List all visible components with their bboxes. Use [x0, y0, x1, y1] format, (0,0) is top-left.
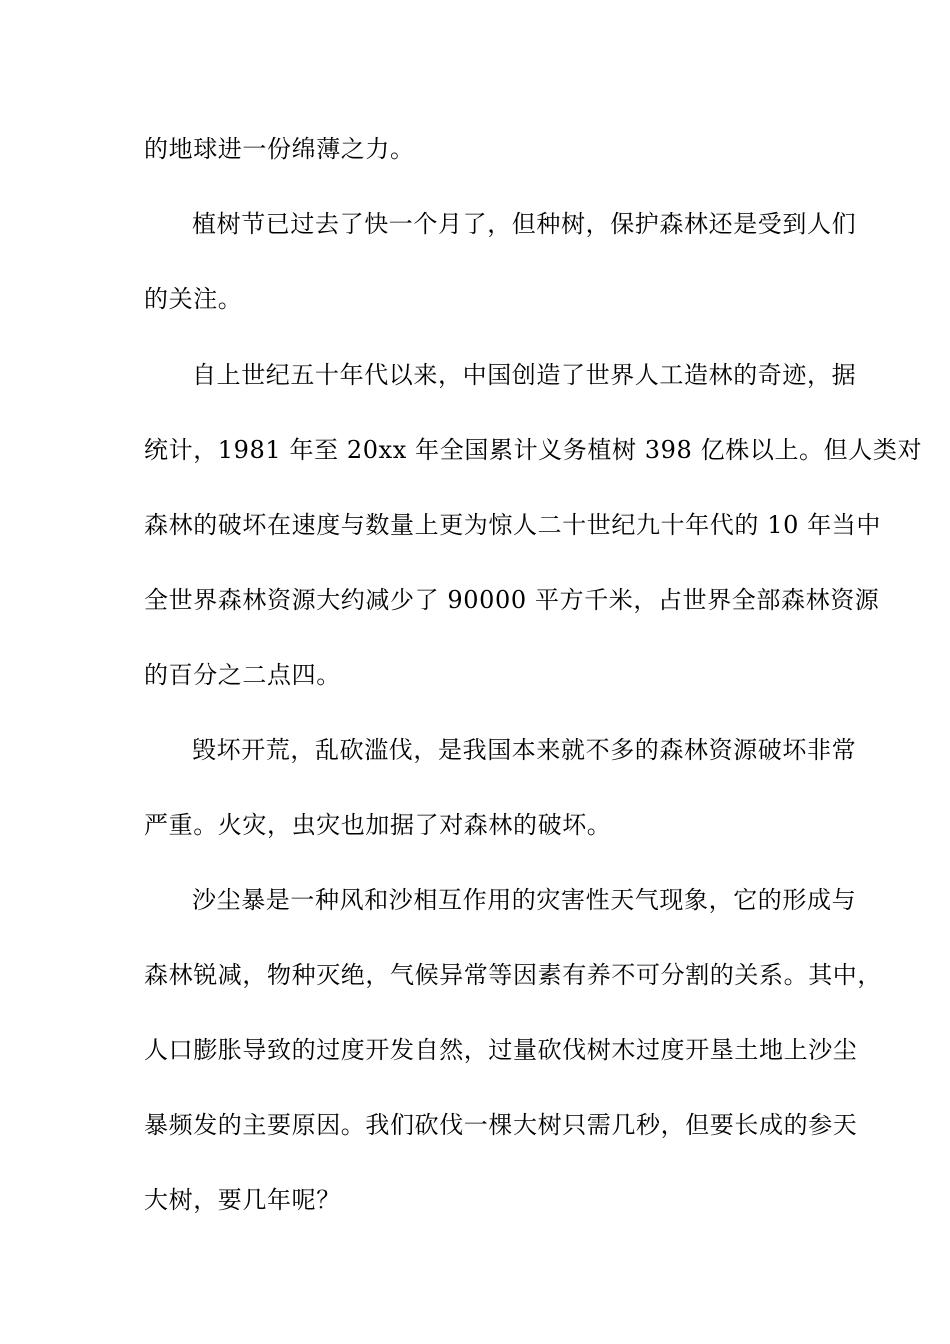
text-line: 统计，1981 年至 20xx 年全国累计义务植树 398 亿株以上。但人类对: [144, 436, 923, 464]
text-line: 大树，要几年呢？: [144, 1186, 341, 1214]
text-line: 植树节已过去了快一个月了，但种树，保护森林还是受到人们: [192, 210, 857, 238]
text-line: 暴频发的主要原因。我们砍伐一棵大树只需几秒，但要长成的参天: [144, 1111, 858, 1139]
text-line: 全世界森林资源大约减少了 90000 平方千米，占世界全部森林资源: [144, 586, 880, 614]
text-line: 毁坏开荒，乱砍滥伐，是我国本来就不多的森林资源破坏非常: [192, 736, 857, 764]
text-line: 沙尘暴是一种风和沙相互作用的灾害性天气现象，它的形成与: [192, 886, 857, 914]
text-line: 的百分之二点四。: [144, 661, 341, 689]
text-line: 的关注。: [144, 285, 243, 313]
text-line: 森林锐减，物种灭绝，气候异常等因素有养不可分割的关系。其中，: [144, 961, 882, 989]
text-line: 严重。火灾，虫灾也加据了对森林的破坏。: [144, 811, 612, 839]
text-line: 的地球进一份绵薄之力。: [144, 135, 415, 163]
text-line: 森林的破坏在速度与数量上更为惊人二十世纪九十年代的 10 年当中: [144, 511, 881, 539]
text-line: 自上世纪五十年代以来，中国创造了世界人工造林的奇迹，据: [192, 361, 857, 389]
text-line: 人口膨胀导致的过度开发自然，过量砍伐树木过度开垦土地上沙尘: [144, 1036, 858, 1064]
